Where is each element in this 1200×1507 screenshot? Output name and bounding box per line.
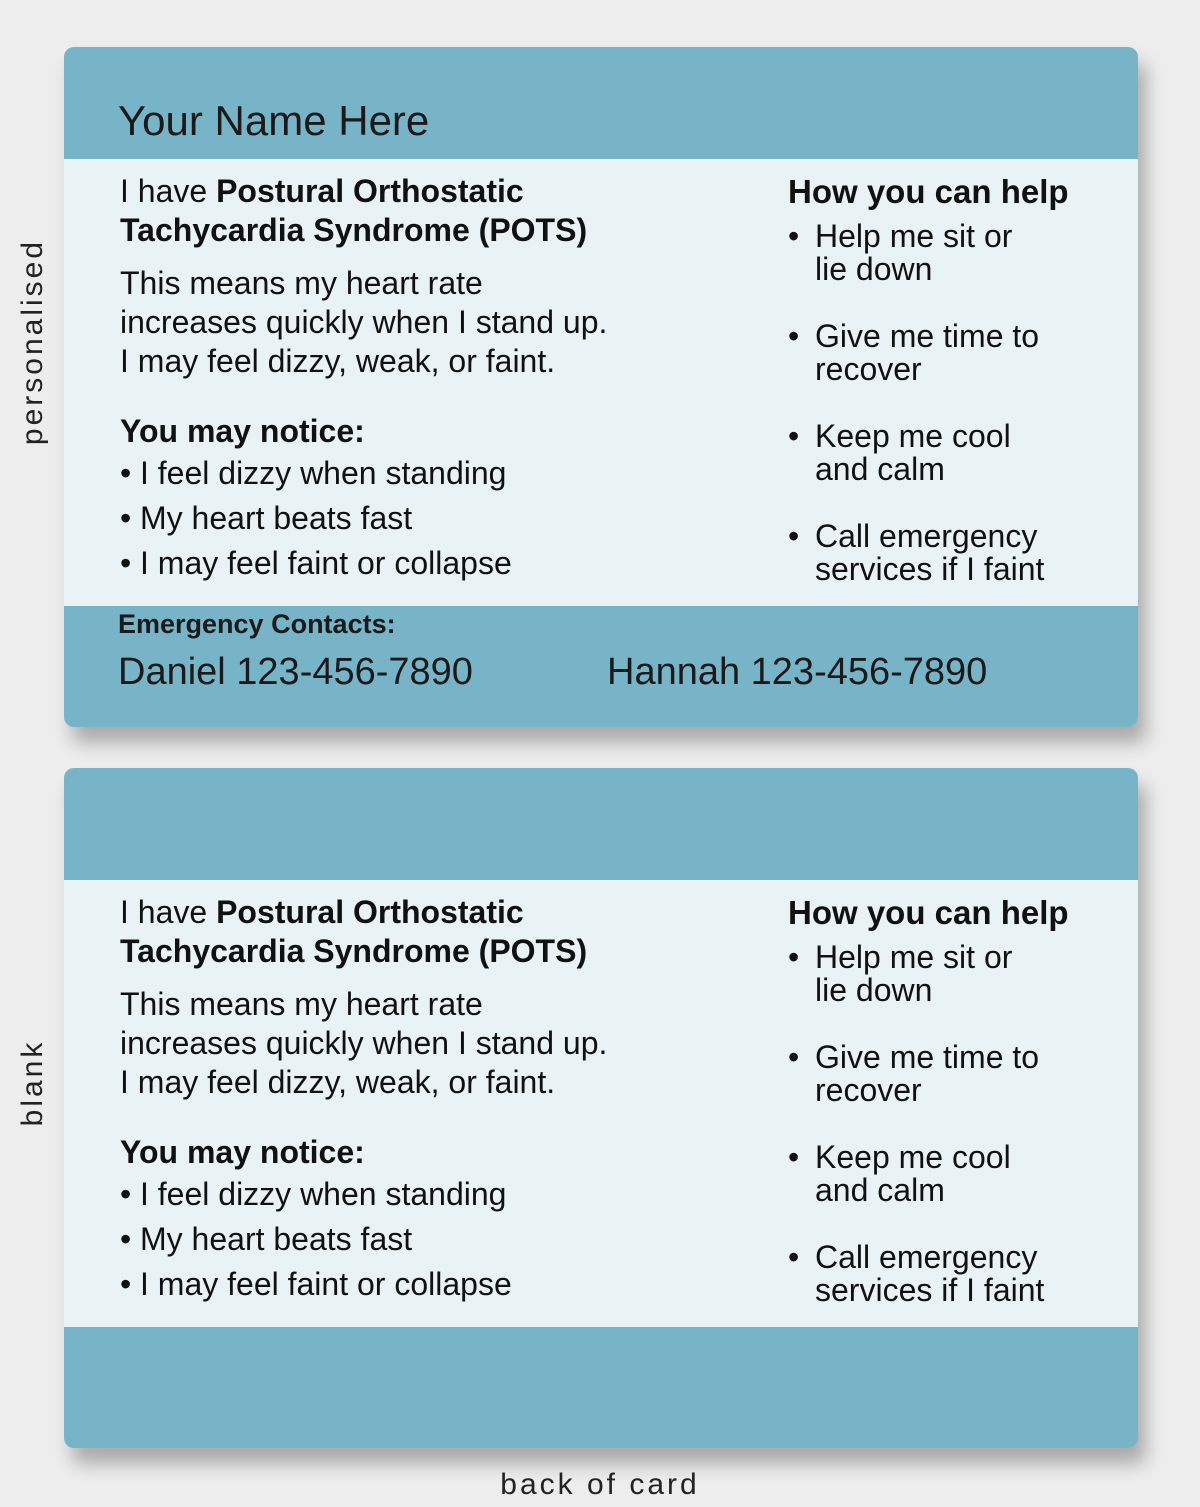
condition-description: This means my heart rate increases quickly when I stand up. I may feel dizzy, weak, or faint. (120, 265, 608, 379)
personalised-label: personalised (16, 238, 49, 446)
notice-item: • I may feel faint or collapse (120, 1266, 512, 1302)
personalised-card (64, 47, 1138, 727)
help-item: • Keep me cool and calm (788, 418, 1011, 487)
help-item: • Keep me cool and calm (788, 1139, 1011, 1208)
help-section (788, 172, 1128, 620)
help-item: • Help me sit or lie down (788, 939, 1013, 1008)
notice-heading: You may notice: (120, 1134, 365, 1170)
condition-description: This means my heart rate increases quickly when I stand up. I may feel dizzy, weak, or faint. (120, 986, 608, 1100)
card-top-band (64, 768, 1138, 880)
notice-list (120, 1172, 740, 1307)
condition-section (120, 172, 740, 586)
emergency-contact-1: Daniel 123-456-7890 (118, 651, 473, 693)
condition-section (120, 893, 740, 1307)
blank-label: blank (16, 1039, 49, 1127)
notice-item: • I feel dizzy when standing (120, 1176, 507, 1212)
blank-card (64, 768, 1138, 1448)
help-item: • Help me sit or lie down (788, 218, 1013, 287)
condition-statement: I have Postural Orthostatic Tachycardia Syndrome (POTS) (120, 173, 588, 248)
notice-list (120, 451, 740, 586)
help-item: • Give me time to recover (788, 1039, 1040, 1108)
emergency-heading: Emergency Contacts: (118, 609, 396, 639)
help-list (788, 941, 1128, 1307)
help-item: • Call emergency services if I faint (788, 518, 1045, 587)
card-name: Your Name Here (118, 97, 430, 144)
help-item: • Call emergency services if I faint (788, 1239, 1045, 1308)
emergency-contact-2: Hannah 123-456-7890 (607, 651, 988, 693)
notice-item: • My heart beats fast (120, 500, 413, 536)
notice-item: • I may feel faint or collapse (120, 545, 512, 581)
condition-statement: I have Postural Orthostatic Tachycardia Syndrome (POTS) (120, 894, 588, 969)
notice-item: • My heart beats fast (120, 1221, 413, 1257)
notice-heading: You may notice: (120, 413, 365, 449)
card-bottom-band (64, 1327, 1138, 1448)
help-heading: How you can help (788, 894, 1069, 931)
help-heading: How you can help (788, 173, 1069, 210)
help-section (788, 893, 1128, 1341)
help-item: • Give me time to recover (788, 318, 1040, 387)
back-of-card-caption: back of card (500, 1468, 700, 1501)
notice-item: • I feel dizzy when standing (120, 455, 507, 491)
help-list (788, 220, 1128, 586)
